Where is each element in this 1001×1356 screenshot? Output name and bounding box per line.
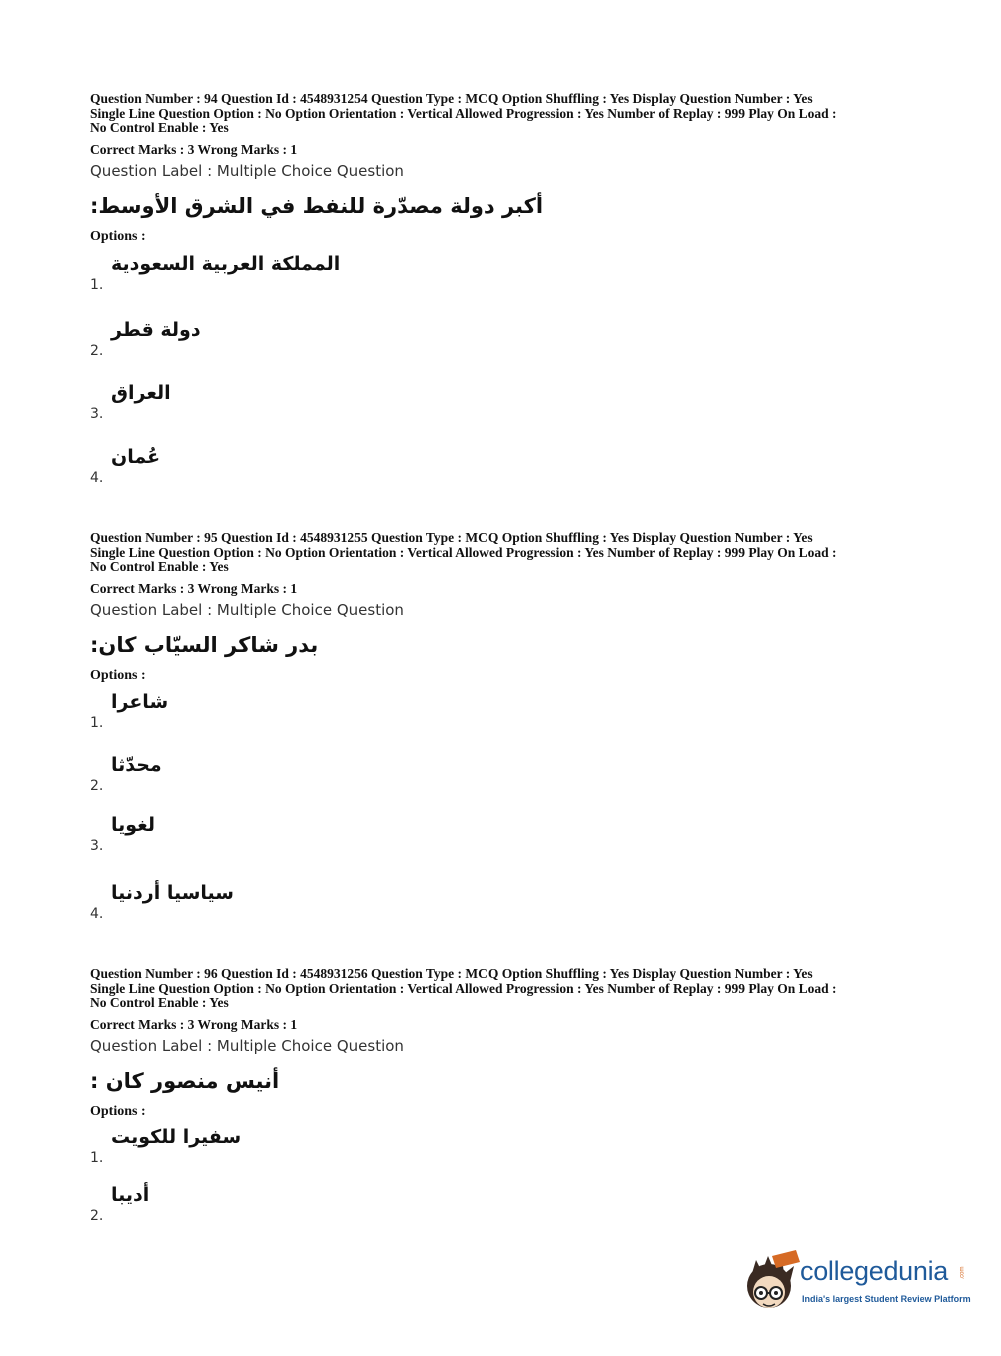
question-meta-line: No Control Enable : Yes xyxy=(90,559,229,574)
option-text: شاعرا xyxy=(111,691,169,713)
option-text: محدّثا xyxy=(111,754,162,776)
marks-line: Correct Marks : 3 Wrong Marks : 1 xyxy=(90,580,298,596)
question-label: Question Label : Multiple Choice Question xyxy=(90,161,404,180)
logo-tagline: India's largest Student Review Platform xyxy=(802,1294,971,1304)
question-block xyxy=(90,966,920,1224)
option-number: 2. xyxy=(90,778,104,794)
question-meta-line: Single Line Question Option : No Option Orientation : Vertical Allowed Progression : Yes Number of Replay : 999 Play On Load : xyxy=(90,105,837,121)
option-number: 3. xyxy=(90,406,104,422)
option-number: 2. xyxy=(90,343,104,359)
question-meta-line: Question Number : 95 Question Id : 4548931255 Question Type : MCQ Option Shuffling : Yes Display Question Number : Yes xyxy=(90,530,813,545)
option-number: 1. xyxy=(90,1150,104,1166)
question-meta-line: Single Line Question Option : No Option Orientation : Vertical Allowed Progression : Yes Number of Replay : 999 Play On Load : xyxy=(90,980,837,996)
question-stem: أنيس منصور كان : xyxy=(90,1068,280,1093)
option-number: 1. xyxy=(90,277,104,293)
option-text: دولة قطر xyxy=(111,319,201,341)
option-text: العراق xyxy=(111,382,171,404)
question-label: Question Label : Multiple Choice Question xyxy=(90,1036,404,1055)
option-text: سفيرا للكويت xyxy=(111,1126,242,1148)
option-number: 4. xyxy=(90,470,104,486)
mascot-icon xyxy=(742,1250,802,1316)
question-meta-line: Single Line Question Option : No Option Orientation : Vertical Allowed Progression : Yes Number of Replay : 999 Play On Load : xyxy=(90,544,837,560)
collegedunia-logo[interactable] xyxy=(742,1250,972,1316)
options-heading: Options : xyxy=(90,668,146,683)
option-number: 3. xyxy=(90,838,104,854)
option-text: سياسيا أردنيا xyxy=(111,882,234,904)
option-text: عُمان xyxy=(111,446,161,468)
options-heading: Options : xyxy=(90,1104,146,1119)
option-number: 1. xyxy=(90,715,104,731)
question-meta-line: Question Number : 96 Question Id : 4548931256 Question Type : MCQ Option Shuffling : Yes Display Question Number : Yes xyxy=(90,966,813,981)
question-stem: أكبر دولة مصدّرة للنفط في الشرق الأوسط: xyxy=(90,193,544,218)
option-text: المملكة العربية السعودية xyxy=(111,253,341,275)
option-number: 2. xyxy=(90,1208,104,1224)
question-meta-line: Question Number : 94 Question Id : 4548931254 Question Type : MCQ Option Shuffling : Yes Display Question Number : Yes xyxy=(90,91,813,106)
question-block xyxy=(90,91,920,486)
question-stem: بدر شاكر السيّاب كان: xyxy=(90,632,319,657)
option-text: لغويا xyxy=(111,814,156,836)
logo-com: .com xyxy=(959,1266,966,1280)
question-meta-line: No Control Enable : Yes xyxy=(90,120,229,135)
question-label: Question Label : Multiple Choice Question xyxy=(90,600,404,619)
marks-line: Correct Marks : 3 Wrong Marks : 1 xyxy=(90,1016,298,1032)
logo-wordmark: collegedunia xyxy=(800,1256,949,1286)
marks-line: Correct Marks : 3 Wrong Marks : 1 xyxy=(90,141,298,157)
option-number: 4. xyxy=(90,906,104,922)
options-heading: Options : xyxy=(90,229,146,244)
question-block xyxy=(90,530,920,922)
option-text: أديبا xyxy=(111,1184,150,1206)
question-meta-line: No Control Enable : Yes xyxy=(90,995,229,1010)
